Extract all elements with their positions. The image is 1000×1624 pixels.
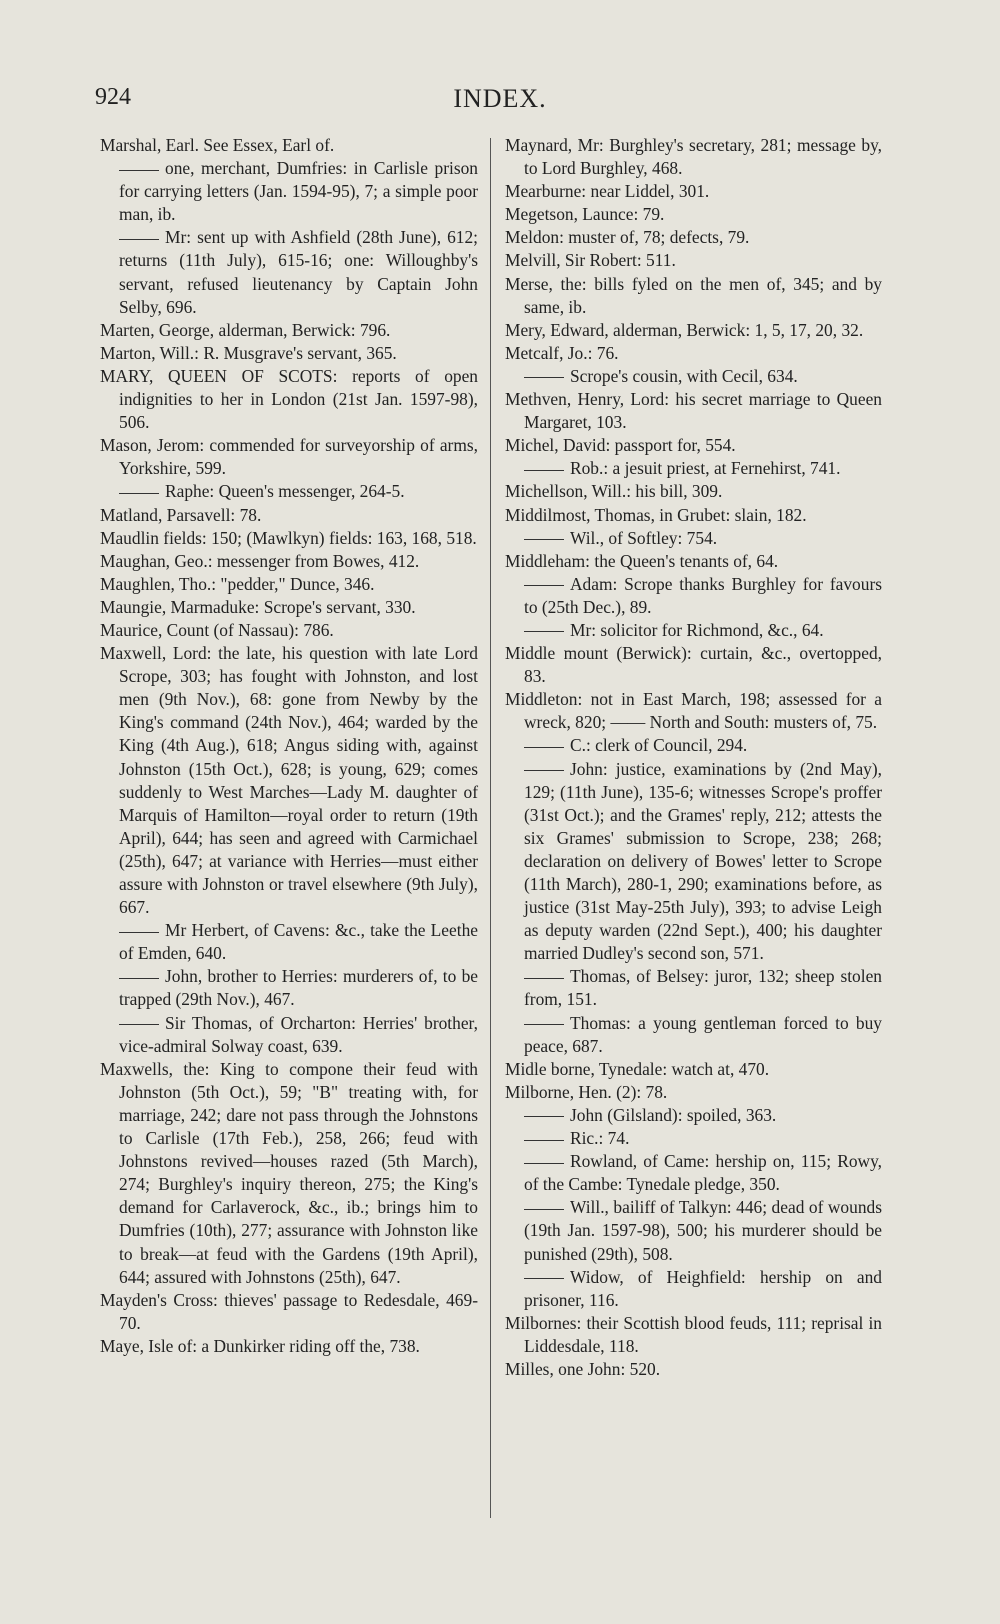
index-entry [505,1266,882,1312]
index-entry [100,480,478,503]
index-entry [505,688,882,734]
index-entry [505,134,882,180]
index-entry-text: Maughlen, Tho.: "pedder," Dunce, 346. [100,573,375,594]
index-entry [100,573,478,596]
index-entry-text: Meldon: muster of, 78; defects, 79. [505,227,750,248]
index-entry-text: Metcalf, Jo.: 76. [505,342,619,363]
index-entry-text: Megetson, Launce: 79. [505,204,665,225]
index-entry-text: Matland, Parsavell: 78. [100,504,262,525]
index-entry [505,1104,882,1127]
ditto-dash [524,1024,564,1025]
index-entry [100,226,478,318]
index-entry-text: Milles, one John: 520. [505,1358,661,1379]
index-entry-text: Mr Herbert, of Cavens: &c., take the Leethe of Emden, 640. [119,920,478,964]
index-entry [505,619,882,642]
index-entry-text: Thomas: a young gentleman forced to buy peace, 687. [524,1012,882,1056]
index-entry-text: Merse, the: bills fyled on the men of, 345; and by same, ib. [505,273,882,317]
index-entry [100,1012,478,1058]
index-entry-text: Michel, David: passport for, 554. [505,435,736,456]
index-entry-text: Michellson, Will.: his bill, 309. [505,481,723,502]
index-entry [505,457,882,480]
index-entry-text: Maughan, Geo.: messenger from Bowes, 412. [100,550,420,571]
page-title: INDEX. [453,84,547,113]
index-entry-text: Mr: solicitor for Richmond, &c., 64. [570,619,824,640]
ditto-dash [524,631,564,632]
index-entry [505,550,882,573]
ditto-dash [524,1116,564,1117]
index-entry [505,527,882,550]
index-entry-text: John: justice, examinations by (2nd May), 129; (11th June), 135-6; witnesses Scrope's proffer (31st Oct.); and the Grames' reply, 212; attests the six Grames' submission to Scrope, 238; 268; declaration on delivery of Bowes' letter to Scrope (11th March), 280-1, 290; examinations before, as justice (31st May-25th July), 393; to advise Leigh as deputy warden (22nd Sept.), 400; his daughter married Dudley's second son, 571. [524,758,882,964]
index-entry [505,388,882,434]
index-entry-text: Middle mount (Berwick): curtain, &c., overtopped, 83. [505,643,882,687]
index-entry-text: Adam: Scrope thanks Burghley for favours to (25th Dec.), 89. [524,573,882,617]
index-entry-text: C.: clerk of Council, 294. [570,735,748,756]
index-entry-text: Mr: sent up with Ashfield (28th June), 612; returns (11th July), 615-16; one: Willoughby's servant, refused lieutenancy by Captain John Selby, 696. [119,227,478,317]
index-entry-text: Widow, of Heighfield: hership on and prisoner, 116. [524,1266,882,1310]
index-entry [505,273,882,319]
ditto-dash [524,1140,564,1141]
index-entry [505,342,882,365]
index-entry [100,596,478,619]
index-entry [505,480,882,503]
index-entry [505,642,882,688]
index-entry [505,434,882,457]
ditto-dash [119,170,159,171]
index-entry [100,642,478,919]
ditto-dash [524,978,564,979]
index-entry-text: Ric.: 74. [570,1128,630,1149]
index-entry-text: Middleham: the Queen's tenants of, 64. [505,550,779,571]
index-entry [100,919,478,965]
index-entry [100,157,478,226]
ditto-dash [524,770,564,771]
index-entry-text: John (Gilsland): spoiled, 363. [570,1104,777,1125]
index-entry-text: Melvill, Sir Robert: 511. [505,250,676,271]
index-entry-text: Marton, Will.: R. Musgrave's servant, 365. [100,342,397,363]
page-number: 924 [95,84,131,110]
ditto-dash [524,1163,564,1164]
index-entry [100,550,478,573]
index-entry-text: Will., bailiff of Talkyn: 446; dead of wounds (19th Jan. 1597-98), 500; his murderer should be punished (29th), 508. [524,1197,882,1264]
index-entry-text: Rob.: a jesuit priest, at Fernehirst, 741. [570,458,841,479]
ditto-dash [524,377,564,378]
index-entry-text: Maudlin fields: 150; (Mawlkyn) fields: 163, 168, 518. [100,527,477,548]
index-entry-text: Rowland, of Came: hership on, 115; Rowy, of the Cambe: Tynedale pledge, 350. [524,1151,882,1195]
index-entry [505,758,882,966]
index-entry-text: Wil., of Softley: 754. [570,527,718,548]
index-entry [505,1196,882,1265]
index-entry-text: Maxwells, the: King to compone their feud with Johnston (5th Oct.), 59; "B" treating with, for marriage, 242; dare not pass through the Johnstons to Carlisle (17th Feb.), 258, 266; feud with Johnstons revived—houses razed (5th March), 274; Burghley's inquiry thereon, 275; the King's demand for Carlaverock, &c., ib.; brings him to Dumfries (10th), 277; assurance with Johnston like to break—at feud with the Gardens (19th April), 644; assured with Johnstons (25th), 647. [100,1058,478,1287]
index-entry [100,319,478,342]
ditto-dash [524,470,564,471]
index-entry-text: Midle borne, Tynedale: watch at, 470. [505,1058,770,1079]
index-entry [505,1358,882,1381]
index-entry [100,527,478,550]
ditto-dash [119,932,159,933]
index-entry-text: Marshal, Earl. See Essex, Earl of. [100,135,335,155]
ditto-dash [119,239,159,240]
index-entry-text: Maurice, Count (of Nassau): 786. [100,619,334,640]
index-entry [505,573,882,619]
index-entry-text: Marten, George, alderman, Berwick: 796. [100,319,391,340]
index-entry [505,319,882,342]
index-entry [505,203,882,226]
ditto-dash [524,585,564,586]
index-entry [100,1335,478,1358]
ditto-dash [524,539,564,540]
index-entry [505,365,882,388]
index-entry-text: Maye, Isle of: a Dunkirker riding off the, 738. [100,1335,420,1356]
index-entry-text: Mayden's Cross: thieves' passage to Redesdale, 469-70. [100,1289,478,1333]
index-entry [100,1058,478,1289]
column-divider [490,138,491,1518]
index-entry-text: Maungie, Marmaduke: Scrope's servant, 330. [100,596,416,617]
index-entry-text: Milborne, Hen. (2): 78. [505,1081,668,1102]
index-entry [100,134,478,157]
ditto-dash [119,978,159,979]
index-entry-text: Middilmost, Thomas, in Grubet: slain, 182. [505,504,807,525]
index-entry [100,619,478,642]
index-entry-text: Raphe: Queen's messenger, 264-5. [165,481,405,502]
index-entry [505,734,882,757]
ditto-dash [119,1024,159,1025]
index-entry-text: Mery, Edward, alderman, Berwick: 1, 5, 17, 20, 32. [505,319,864,340]
index-entry [100,434,478,480]
index-entry-text: Scrope's cousin, with Cecil, 634. [570,365,798,386]
ditto-dash [524,1209,564,1210]
index-entry-text: Methven, Henry, Lord: his secret marriage to Queen Margaret, 103. [505,389,882,433]
index-entry [505,1058,882,1081]
ditto-dash [119,493,159,494]
index-entry [505,1012,882,1058]
index-entry [505,226,882,249]
index-entry-text: Sir Thomas, of Orcharton: Herries' brother, vice-admiral Solway coast, 639. [119,1012,478,1056]
index-entry-text: MARY, QUEEN OF SCOTS: reports of open indignities to her in London (21st Jan. 1597-98), 506. [100,365,478,433]
page-header [95,84,905,118]
index-entry [100,1289,478,1335]
index-entry [505,1127,882,1150]
index-entry [505,965,882,1011]
index-entry [100,504,478,527]
right-column [505,134,882,1381]
index-entry-text: Maynard, Mr: Burghley's secretary, 281; message by, to Lord Burghley, 468. [505,135,882,179]
ditto-dash [524,747,564,748]
index-entry-text: John, brother to Herries: murderers of, to be trapped (29th Nov.), 467. [119,966,478,1010]
index-entry-text: Thomas, of Belsey: juror, 132; sheep stolen from, 151. [524,966,882,1010]
index-entry [100,342,478,365]
index-entry-text: Mason, Jerom: commended for surveyorship of arms, Yorkshire, 599. [100,435,478,479]
index-entry [505,249,882,272]
ditto-dash [524,1278,564,1279]
index-entry-text: Milbornes: their Scottish blood feuds, 111; reprisal in Liddesdale, 118. [505,1312,882,1356]
index-entry-text: one, merchant, Dumfries: in Carlisle prison for carrying letters (Jan. 1594-95), 7; a simple poor man, ib. [119,158,478,225]
index-entry [100,965,478,1011]
index-entry-text: Maxwell, Lord: the late, his question with late Lord Scrope, 303; has fought with Johnston, and lost men (9th Nov.), 68: gone from Newby by the King's command (24th Nov.), 464; warded by the King (4th Aug.), 618; Angus siding with, against Johnston (15th Oct.), 628; is young, 629; comes suddenly to West Marches—Lady M. daughter of Marquis of Hamilton—royal order to return (19th April), 644; has seen and agreed with Carmichael (25th), 647; at variance with Herries—must either assure with Johnston or travel elsewhere (9th July), 667. [100,643,478,918]
index-entry [505,1150,882,1196]
index-entry [505,504,882,527]
index-entry [505,1081,882,1104]
index-entry-text: Mearburne: near Liddel, 301. [505,181,710,202]
index-entry [505,1312,882,1358]
left-column [100,134,478,1358]
index-entry [505,180,882,203]
index-entry-text: Middleton: not in East March, 198; assessed for a wreck, 820; —— North and South: musters of, 75. [505,689,882,733]
index-entry [100,365,478,434]
